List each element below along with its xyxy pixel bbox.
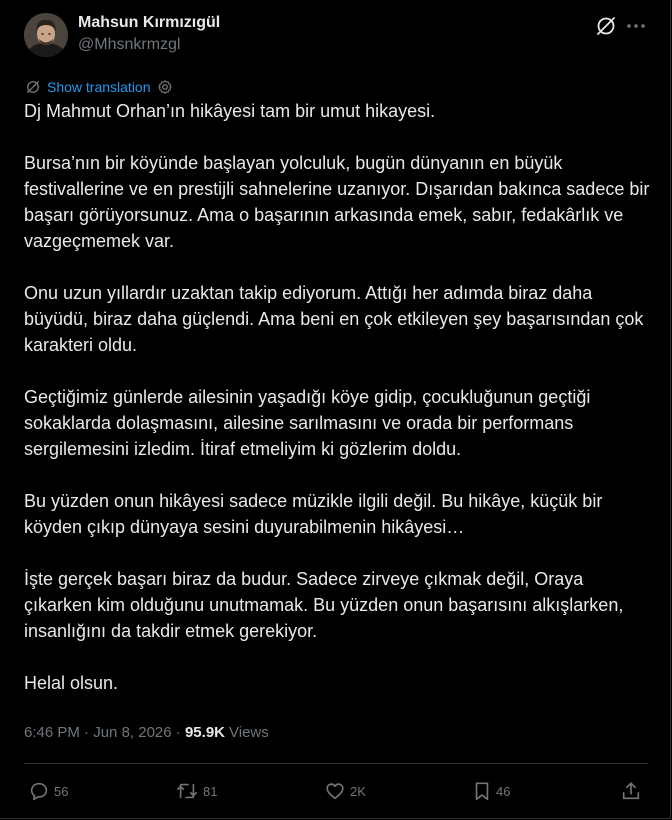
grok-icon — [594, 14, 618, 38]
tweet-paragraph: Geçtiğimiz günlerde ailesinin yaşadığı köye gidip, çocukluğunun geçtiği sokaklarda dolaşmasını, ailesine sarılmasını ve orada bir performans sergilemesini izledim. İtiraf etmeliyim ki gözlerim doldu. — [24, 387, 591, 459]
repost-button[interactable] — [175, 778, 217, 804]
like-button[interactable] — [324, 778, 366, 804]
tweet-paragraph: Dj Mahmut Orhan’ın hikâyesi tam bir umut hikayesi. — [24, 101, 436, 121]
avatar-image — [24, 13, 68, 57]
avatar[interactable] — [24, 13, 68, 57]
views-label: Views — [229, 724, 269, 741]
grok-button[interactable] — [594, 14, 618, 38]
like-count: 2K — [350, 783, 366, 799]
reply-button[interactable] — [28, 778, 68, 804]
author-handle[interactable]: @Mhsnkrmzgl — [78, 36, 181, 53]
tweet-paragraph: Bu yüzden onun hikâyesi sadece müzikle ilgili değil. Bu hikâye, küçük bir köyden çıkıp dünyaya sesini duyurabilmenin hikâyesi… — [24, 491, 603, 537]
tweet-text — [24, 98, 654, 696]
tweet-paragraph: Bursa’nın bir köyünde başlayan yolculuk, bugün dünyanın en büyük festivallerine ve en prestijli sahnelerine uzanıyor. Dışarıdan bakınca sadece bir başarı görüyorsunuz. Ama o başarının arkasında emek, sabır, fedakârlık ve vazgeçmemek var. — [24, 153, 650, 251]
share-button[interactable] — [620, 778, 642, 804]
gear-icon[interactable] — [156, 78, 174, 96]
author-display-name[interactable]: Mahsun Kırmızıgül — [78, 14, 221, 31]
post-meta — [24, 724, 269, 741]
views-count: 95.9K — [184, 724, 225, 741]
meta-separator: · — [79, 724, 94, 741]
tweet-paragraph: Helal olsun. — [24, 673, 119, 693]
bookmark-count: 46 — [496, 783, 511, 799]
heart-icon — [324, 780, 346, 802]
translation-bar — [24, 77, 174, 97]
reply-icon — [28, 780, 50, 802]
bookmark-icon — [472, 780, 492, 802]
divider — [24, 763, 648, 764]
more-icon — [624, 14, 648, 38]
reply-count: 56 — [54, 783, 69, 799]
tweet-paragraph: Onu uzun yıllardır uzaktan takip ediyorum. Attığı her adımda biraz daha büyüdü, biraz daha güçlendi. Ama beni en çok etkileyen şey başarısından çok karakteri oldu. — [24, 283, 644, 355]
translate-icon — [24, 78, 42, 96]
bookmark-button[interactable] — [472, 778, 510, 804]
show-translation-link[interactable]: Show translation — [47, 79, 151, 95]
repost-icon — [175, 780, 199, 802]
more-options-button[interactable] — [624, 14, 648, 38]
share-icon — [620, 780, 642, 802]
post-date[interactable]: Jun 8, 2026 — [93, 724, 172, 741]
tweet-paragraph: İşte gerçek başarı biraz da budur. Sadece zirveye çıkmak değil, Oraya çıkarken kim olduğunu unutmamak. Bu yüzden onun başarısını alkışlarken, insanlığını da takdir etmek gerekiyor. — [24, 569, 624, 641]
meta-separator: · — [171, 724, 185, 741]
post-time[interactable]: 6:46 PM — [24, 724, 80, 741]
repost-count: 81 — [203, 783, 218, 799]
